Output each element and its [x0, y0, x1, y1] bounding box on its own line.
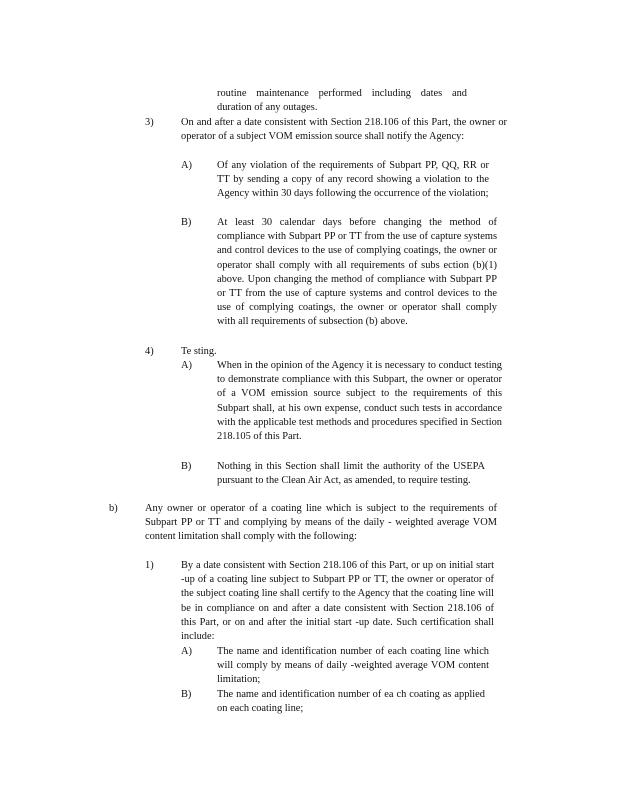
item-3-text: On and after a date consistent with Section 218.106 of this Part, the owner or operator of a subject VOM emission source shall notify the Agency:	[181, 117, 507, 143]
item-3-marker: 3)	[145, 117, 154, 128]
item-b1-a-marker: A)	[181, 646, 192, 657]
item-4-b-text: Nothing in this Section shall limit the authority of the USEPA pursuant to the Clean Air Act, as amended, to require testing.	[217, 461, 485, 487]
item-b1-text: By a date consistent with Section 218.106 of this Part, or up on initial start -up of a coating line subject to Subpart PP or TT, the owner or operator of the subject coating line shall certify to the Agency that the coating line will be in compliance on and after a date consistent with Section 218.106 of this Part, or on and after the initial start -up date. Such certification shall include:	[181, 560, 494, 643]
item-b1-a	[0, 645, 618, 687]
item-4-a	[0, 359, 618, 459]
item-4-text: Te sting.	[181, 346, 217, 357]
item-4-b-marker: B)	[181, 461, 192, 472]
item-b1-b-text: The name and identification number of ea ch coating as applied on each coating line;	[217, 689, 485, 715]
item-4-a-marker: A)	[181, 360, 192, 371]
item-3	[0, 116, 618, 158]
section-b-marker: b)	[109, 503, 118, 514]
item-b1-b-marker: B)	[181, 689, 192, 700]
item-b1-b	[0, 688, 618, 716]
item-4	[0, 345, 618, 359]
item-3-a-text: Of any violation of the requirements of Subpart PP, QQ, RR or TT by sending a copy of any record showing a violation to the Agency within 30 days following the occurrence of the violation;	[217, 160, 489, 200]
item-3-a	[0, 159, 618, 215]
item-4-marker: 4)	[145, 346, 154, 357]
item-3-b-text: At least 30 calendar days before changing the method of compliance with Subpart PP or TT from the use of capture systems and control devices to the use of complying coatings, the owner or operator shall comply with all requirements of subs ection (b)(1) above. Upon changing the method of compliance with Subpart PP or TT from the use of capture systems and control devices to the use of complying coatings, the owner or operator shall comply with all requirements of subsection (b) above.	[217, 217, 497, 328]
item-b1-marker: 1)	[145, 560, 154, 571]
item-4-a-text: When in the opinion of the Agency it is necessary to conduct testing to demonstrate compliance with this Subpart, the owner or operator of a VOM emission source subject to the requirements of this Subpart shall, at his own expense, conduct such tests in accordance with the applicable test methods and procedures specified in Section 218.105 of this Part.	[217, 360, 502, 443]
item-3-a-marker: A)	[181, 160, 192, 171]
item-3-b-marker: B)	[181, 217, 192, 228]
section-b	[0, 502, 618, 558]
continuation-text: routine maintenance performed including dates and duration of any outages.	[217, 88, 467, 114]
item-b1-a-text: The name and identification number of each coating line which will comply by means of daily -weighted average VOM content limitation;	[217, 646, 489, 686]
item-3-b	[0, 216, 618, 344]
section-b-text: Any owner or operator of a coating line which is subject to the requirements of Subpart PP or TT and complying by means of the daily - weighted average VOM content limitation shall comply with the following:	[145, 503, 497, 543]
item-b1	[0, 559, 618, 644]
item-4-b	[0, 460, 618, 502]
